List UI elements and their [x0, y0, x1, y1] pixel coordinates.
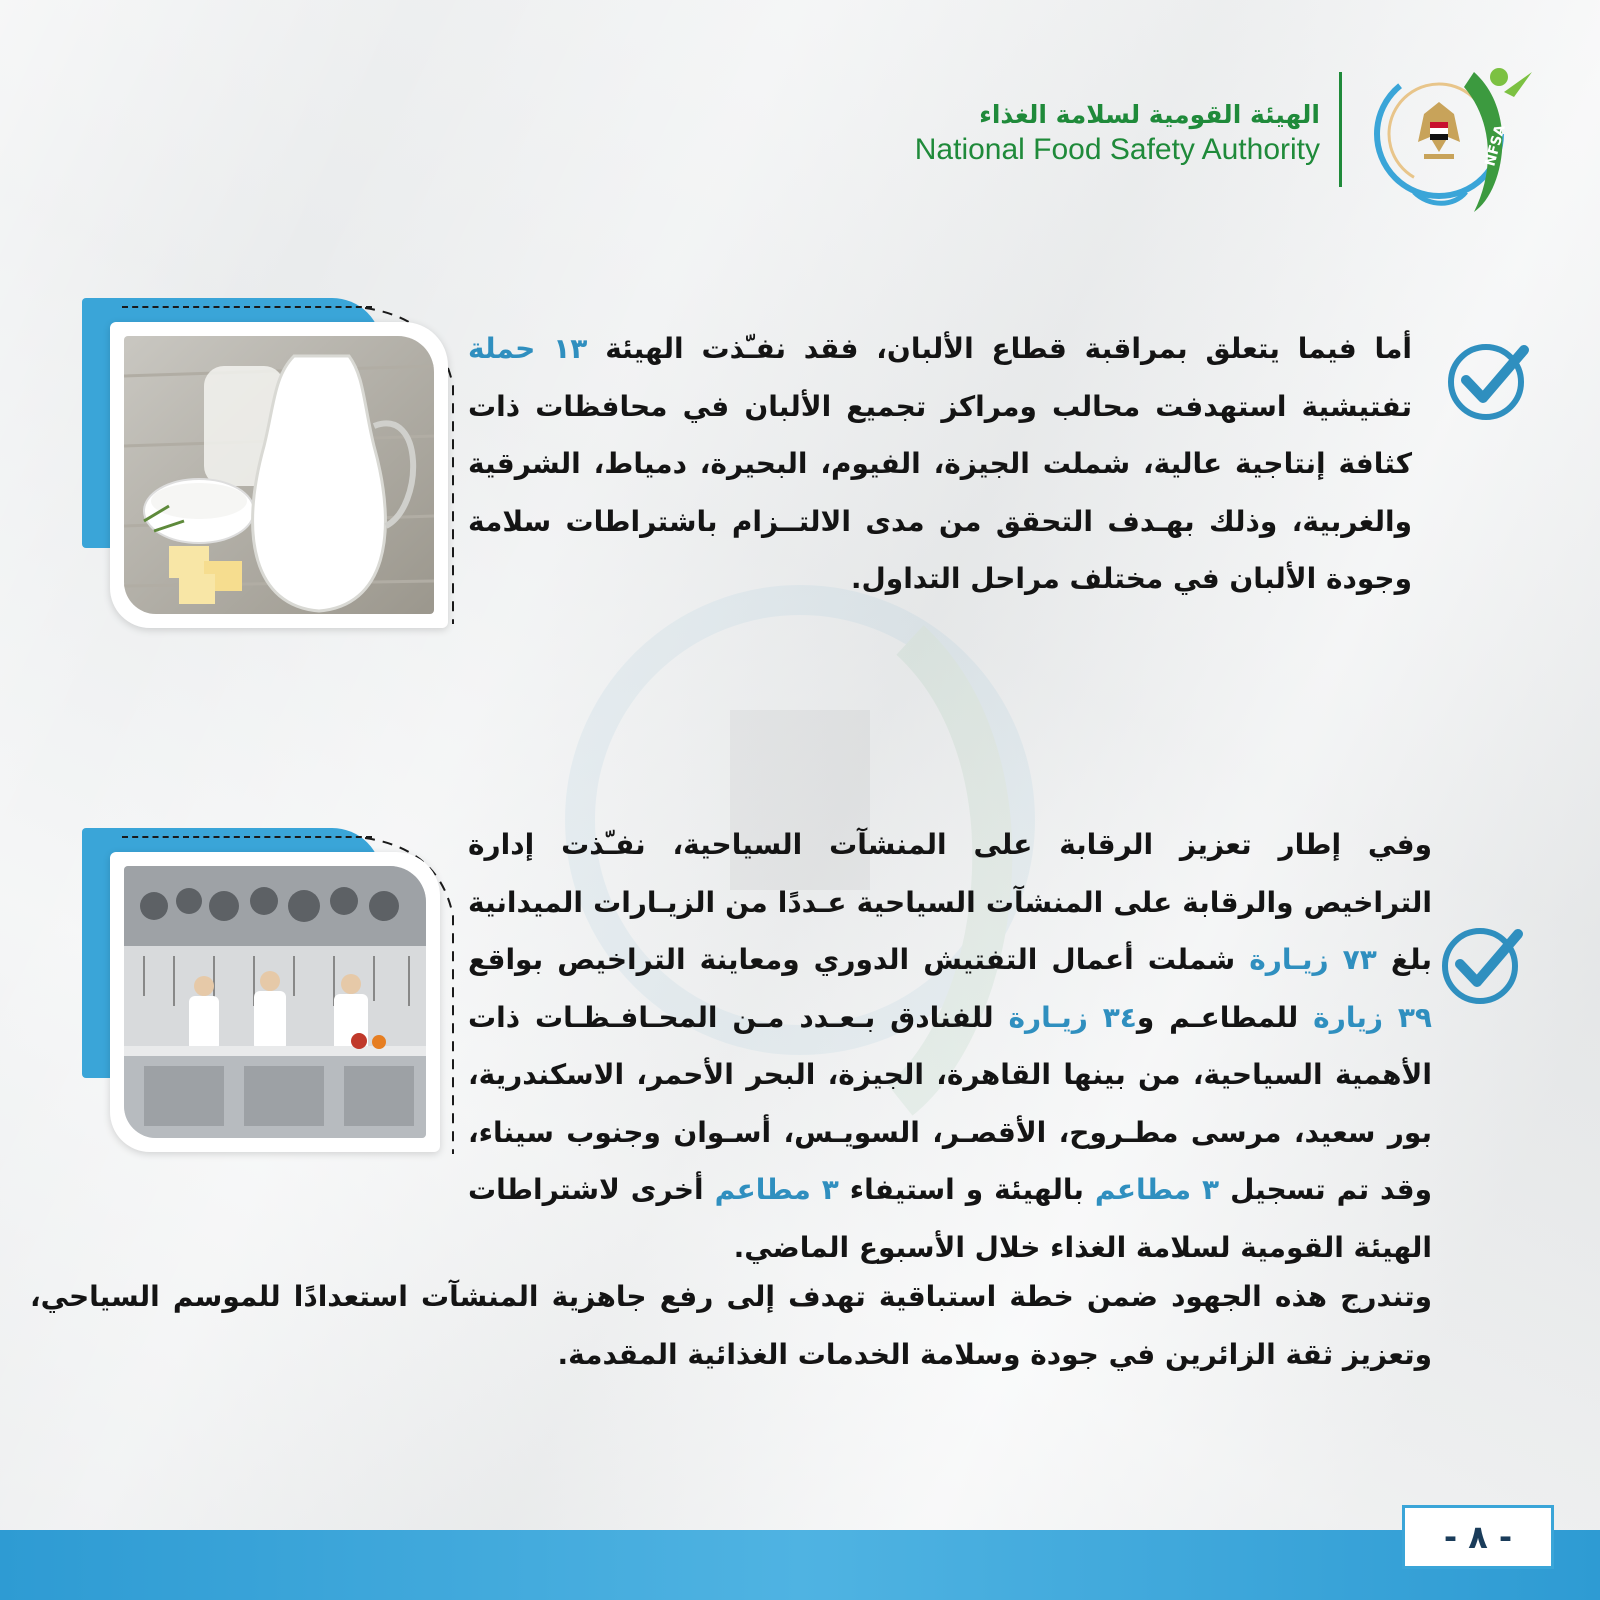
footer-bar: [0, 1530, 1600, 1600]
hotel-visits-highlight: ٣٤ زيـارة: [1008, 1000, 1137, 1034]
registered-restaurants-highlight: ٣ مطاعم: [1094, 1173, 1220, 1206]
hotel-kitchen-image: [124, 866, 426, 1138]
dairy-paragraph: [468, 320, 1412, 608]
check-circle-icon: [1446, 336, 1532, 422]
total-visits-highlight: ٧٣ زيـارة: [1249, 943, 1377, 976]
header-divider: [1339, 72, 1342, 187]
org-name-arabic: الهيئة القومية لسلامة الغذاء: [979, 100, 1320, 129]
org-name-english: National Food Safety Authority: [914, 133, 1320, 166]
dairy-text-1: أما فيما يتعلق بمراقبة قطاع الألبان، فقد نفـّذت الهيئة: [587, 332, 1413, 365]
restaurant-visits-highlight: ٣٩ زيارة: [1313, 1000, 1433, 1034]
compliant-restaurants-highlight: ٣ مطاعم: [714, 1173, 839, 1206]
org-name: [915, 100, 1320, 167]
check-circle-icon: [1440, 920, 1526, 1006]
nfsa-logo: [1354, 42, 1534, 222]
closing-paragraph: وتندرج هذه الجهود ضمن خطة استباقية تهدف إلى رفع جاهزية المنشآت استعدادًا للموسم السياحي، وتعزيز ثقة الزائرين في جودة وسلامة الخدمات الغذائية المقدمة.: [30, 1280, 1432, 1371]
milk-photo-card: [110, 322, 448, 628]
tourism-text-6: أخرى لاشتراطات الهيئة القومية لسلامة الغذاء خلال الأسبوع الماضي.: [468, 1173, 1432, 1264]
tourism-paragraph-part1: [468, 816, 1432, 1276]
tourism-text-3: للمطاعـم و: [1136, 1000, 1314, 1034]
dashed-line: [122, 836, 372, 838]
header: [890, 70, 1570, 220]
milk-products-image: [124, 336, 434, 614]
tourism-text-5: بالهيئة و استيفاء: [838, 1173, 1095, 1206]
dairy-text-2: تفتيشية استهدفت محالب ومراكز تجميع الألبان في محافظات ذات كثافة إنتاجية عالية، شملت الجيزة، الفيوم، البحيرة، دمياط، الشرقية والغربية، وذلك بهـدف التحقق من مدى الالتــزام باشتراطات سلامة وجودة الألبان في مختلف مراحل التداول.: [468, 389, 1412, 595]
tourism-text-2: شملت أعمال التفتيش الدوري ومعاينة التراخيص بواقع: [468, 943, 1250, 976]
logo-letters: NFSA: [1482, 123, 1509, 169]
page-number-box: [1402, 1505, 1554, 1569]
dashed-line: [122, 306, 372, 308]
kitchen-photo: [124, 866, 426, 1138]
page-number: - ٨ -: [1443, 1518, 1513, 1556]
tourism-text-4: للفنادق بـعـدد مـن المحـافـظـات ذات الأهمية السياحية، من بينها القاهرة، الجيزة، البحر الأحمر، الاسكندرية، بور سعيد، مرسى مطـروح، الأقصـر، السويـس، أسـوان وجنوب سيناء، وقد تم تسجيل: [468, 1000, 1432, 1206]
dairy-campaigns-highlight: ١٣ حملة: [468, 332, 588, 365]
kitchen-photo-card: [110, 852, 440, 1152]
milk-photo: [124, 336, 434, 614]
eagle-emblem: [1418, 102, 1460, 159]
tourism-text-1: وفي إطار تعزيز الرقابة على المنشآت السياحية، نفـّذت إدارة التراخيص والرقابة على المنشآت السياحية عـددًا من الزيـارات الميدانية بلغ: [468, 828, 1432, 976]
